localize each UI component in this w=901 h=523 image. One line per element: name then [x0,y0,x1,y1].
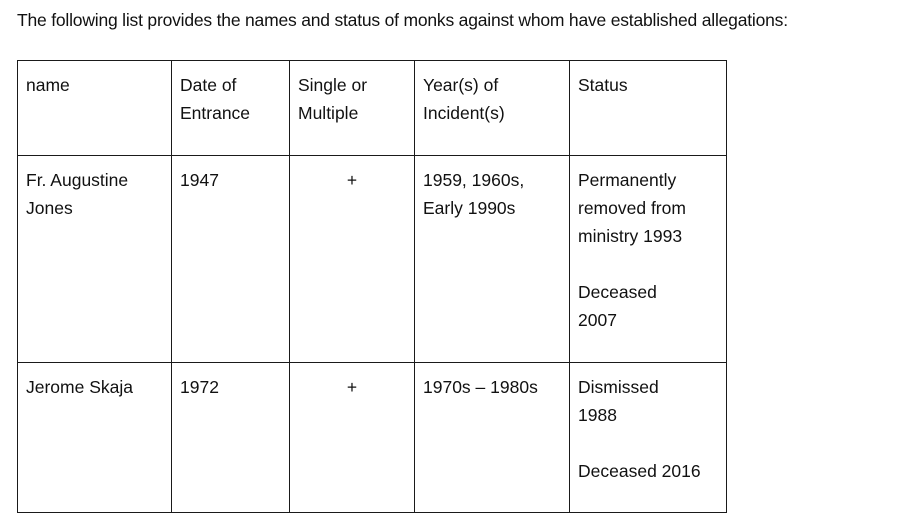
header-date-line2: Entrance [180,103,251,123]
cell-years-of-incidents: 1970s – 1980s [415,363,570,513]
cell-single-or-multiple: + [290,363,415,513]
years-line2: Early 1990s [423,198,516,218]
header-years-line1: Year(s) of [423,75,499,95]
status-line2: removed from [578,198,686,218]
status-line3: Deceased 2016 [578,461,701,481]
cell-status [570,363,727,513]
monks-allegations-table [17,60,727,513]
cell-name: Jerome Skaja [18,363,172,513]
cell-status [570,156,727,363]
header-status-label: Status [578,75,628,95]
header-name-label: name [26,75,70,95]
header-single-line2: Multiple [298,103,359,123]
cell-date-of-entrance: 1972 [172,363,290,513]
status-line2: 1988 [578,405,617,425]
header-single-or-multiple [290,61,415,156]
header-years-line2: Incident(s) [423,103,505,123]
status-line5: 2007 [578,310,617,330]
header-date-of-entrance [172,61,290,156]
header-years-of-incidents [415,61,570,156]
intro-text: The following list provides the names and status of monks against whom have established allegations: [17,10,788,30]
header-status [570,61,727,156]
cell-name [18,156,172,363]
table-header-row [18,61,727,156]
years-line1: 1959, 1960s, [423,170,525,190]
status-line1: Permanently [578,170,677,190]
name-line1: Fr. Augustine [26,170,129,190]
header-single-line1: Single or [298,75,368,95]
cell-years-of-incidents [415,156,570,363]
name-line2: Jones [26,198,73,218]
header-date-line1: Date of [180,75,237,95]
status-line1: Dismissed [578,377,659,397]
status-line4: Deceased [578,282,657,302]
status-line3: ministry 1993 [578,226,683,246]
cell-date-of-entrance: 1947 [172,156,290,363]
header-name [18,61,172,156]
table-row [18,156,727,363]
cell-single-or-multiple: + [290,156,415,363]
status-spacer [578,429,718,457]
status-spacer [578,250,718,278]
table-row [18,363,727,513]
